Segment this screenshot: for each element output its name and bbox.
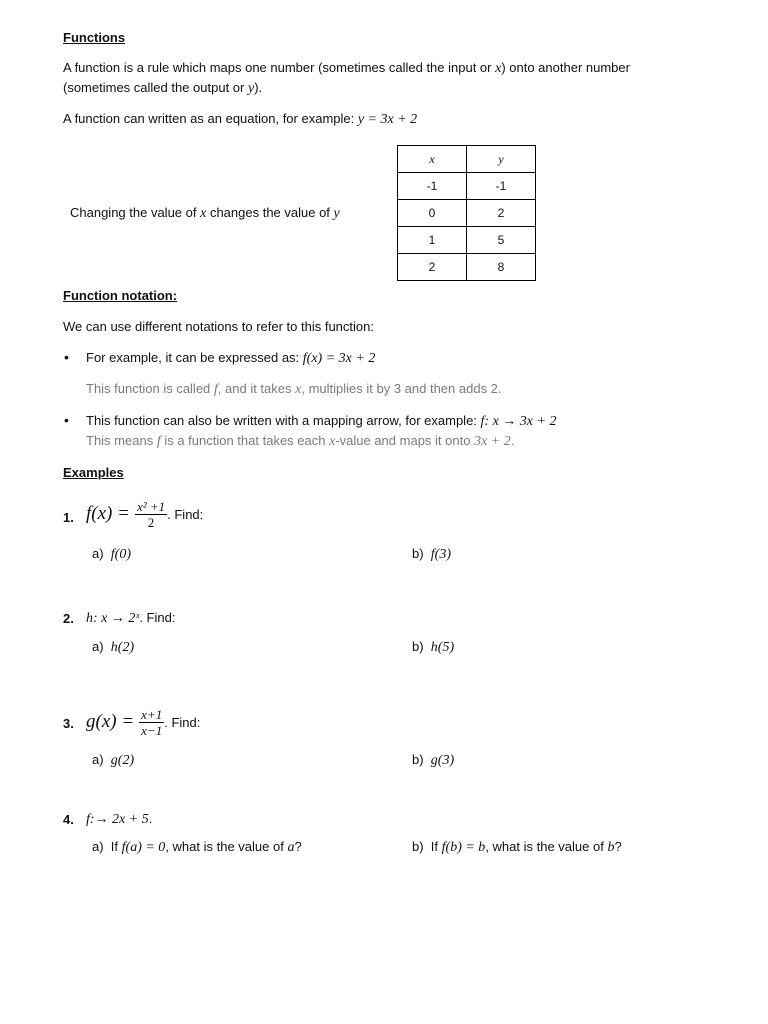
- math-f: f: [213, 382, 218, 397]
- part-text: If: [430, 839, 442, 854]
- bullet-2-math: f: x → 3x + 2: [480, 414, 557, 429]
- part-math: h(2): [110, 640, 135, 655]
- equation-math: y = 3x + 2: [357, 112, 418, 127]
- table-cell: 2: [398, 254, 467, 281]
- xy-table: [397, 145, 536, 281]
- q4-math: f:→ 2x + 5: [86, 812, 149, 827]
- changing-line: [70, 205, 340, 222]
- bullet-1-note: [86, 381, 502, 398]
- math-y: y: [333, 206, 340, 221]
- question-number-4: 4.: [63, 812, 74, 827]
- table-row: [398, 254, 536, 281]
- table-row: [398, 227, 536, 254]
- part-var: a: [287, 840, 295, 855]
- q3-part-a: [92, 752, 134, 769]
- q2-part-a: [92, 639, 134, 656]
- intro-text: ).: [254, 80, 263, 95]
- part-label: a): [92, 639, 104, 654]
- q4-end: .: [148, 811, 153, 826]
- note-text: .: [510, 433, 515, 448]
- part-text: , what is the value of: [165, 839, 288, 854]
- q1-lhs: f(x) =: [86, 503, 130, 524]
- notation-intro: We can use different notations to refer to this function:: [63, 319, 374, 334]
- q1-find: . Find:: [167, 506, 204, 522]
- math-x: x: [295, 382, 302, 397]
- part-label: a): [92, 546, 104, 561]
- part-label: b): [412, 546, 424, 561]
- math-y: y: [247, 81, 255, 96]
- examples-heading: Examples: [63, 465, 124, 480]
- table-header-y: y: [467, 146, 536, 173]
- bullet-2-note: [86, 433, 514, 450]
- intro-text: A function is a rule which maps one number (sometimes called the input or: [63, 60, 496, 75]
- q2-find: . Find:: [139, 610, 176, 625]
- part-math: f(0): [110, 547, 132, 562]
- question-3-def: [86, 702, 200, 742]
- math-x: x: [200, 206, 207, 221]
- notation-heading: Function notation:: [63, 288, 178, 303]
- part-text: ?: [294, 839, 302, 854]
- part-math: h(5): [430, 640, 455, 655]
- q3-find: . Find:: [164, 714, 201, 730]
- q3-lhs: g(x) =: [86, 711, 135, 732]
- table-cell: 5: [467, 227, 536, 254]
- note-text: , and it takes: [217, 381, 296, 396]
- table-row: [398, 200, 536, 227]
- part-math: g(3): [430, 753, 455, 768]
- equation-text: A function can written as an equation, for example:: [63, 111, 358, 126]
- q2-part-b: [412, 639, 454, 656]
- bullet-2-text: This function can also be written with a mapping arrow, for example:: [86, 413, 481, 428]
- page-title: Functions: [63, 30, 126, 45]
- note-text: -value and maps it onto: [335, 433, 475, 448]
- note-text: This means: [86, 433, 157, 448]
- part-math: f(b) = b: [441, 840, 486, 855]
- math-x: x: [329, 434, 336, 449]
- question-number-1: 1.: [63, 510, 74, 525]
- part-math: g(2): [110, 753, 135, 768]
- part-var: b: [607, 840, 615, 855]
- table-cell: -1: [467, 173, 536, 200]
- note-text: is a function that takes each: [160, 433, 330, 448]
- intro-text: (sometimes called the output or: [63, 80, 248, 95]
- bullet-2: [86, 413, 556, 430]
- q1-fraction: [135, 499, 167, 530]
- table-row: [398, 173, 536, 200]
- table-cell: -1: [398, 173, 467, 200]
- part-math: f(a) = 0: [121, 840, 166, 855]
- q2-math: h: x → 2ˣ: [86, 611, 140, 626]
- bullet-1-text: For example, it can be expressed as:: [86, 350, 303, 365]
- bullet-dot: •: [64, 349, 69, 365]
- table-header-row: [398, 146, 536, 173]
- part-label: a): [92, 839, 104, 854]
- question-number-3: 3.: [63, 716, 74, 731]
- q1-part-b: [412, 546, 451, 563]
- question-number-2: 2.: [63, 611, 74, 626]
- q3-numerator: x+1: [141, 706, 163, 722]
- question-1-def: [86, 494, 203, 534]
- part-text: If: [110, 839, 122, 854]
- changing-text: Changing the value of: [70, 205, 201, 220]
- part-label: a): [92, 752, 104, 767]
- note-text: , multiplies it by 3 and then adds 2.: [301, 381, 502, 396]
- part-label: b): [412, 639, 424, 654]
- q3-fraction: [139, 707, 164, 738]
- q1-denominator: 2: [147, 514, 155, 530]
- note-math: 3x + 2: [474, 434, 511, 449]
- intro-line-2: [63, 80, 262, 97]
- bullet-1-math: f(x) = 3x + 2: [302, 351, 376, 366]
- part-text: , what is the value of: [485, 839, 608, 854]
- table-header-x: x: [398, 146, 467, 173]
- changing-text: changes the value of: [206, 205, 334, 220]
- intro-line-1: [63, 60, 630, 77]
- q4-part-b: [412, 839, 622, 856]
- table-cell: 8: [467, 254, 536, 281]
- part-math: f(3): [430, 547, 452, 562]
- question-2-def: [86, 610, 175, 627]
- q3-part-b: [412, 752, 454, 769]
- table-cell: 1: [398, 227, 467, 254]
- bullet-1: [86, 350, 375, 367]
- note-text: This function is called: [86, 381, 214, 396]
- table-cell: 2: [467, 200, 536, 227]
- q1-numerator: x² +1: [136, 498, 166, 514]
- question-4-def: [86, 811, 152, 828]
- math-x: x: [495, 61, 502, 76]
- part-text: ?: [614, 839, 622, 854]
- table-cell: 0: [398, 200, 467, 227]
- intro-text: ) onto another number: [501, 60, 630, 75]
- math-f: f: [156, 434, 161, 449]
- bullet-dot: •: [64, 412, 69, 428]
- part-label: b): [412, 839, 424, 854]
- q3-denominator: x−1: [141, 722, 163, 738]
- q4-part-a: [92, 839, 302, 856]
- q1-part-a: [92, 546, 131, 563]
- equation-line: [63, 111, 417, 128]
- part-label: b): [412, 752, 424, 767]
